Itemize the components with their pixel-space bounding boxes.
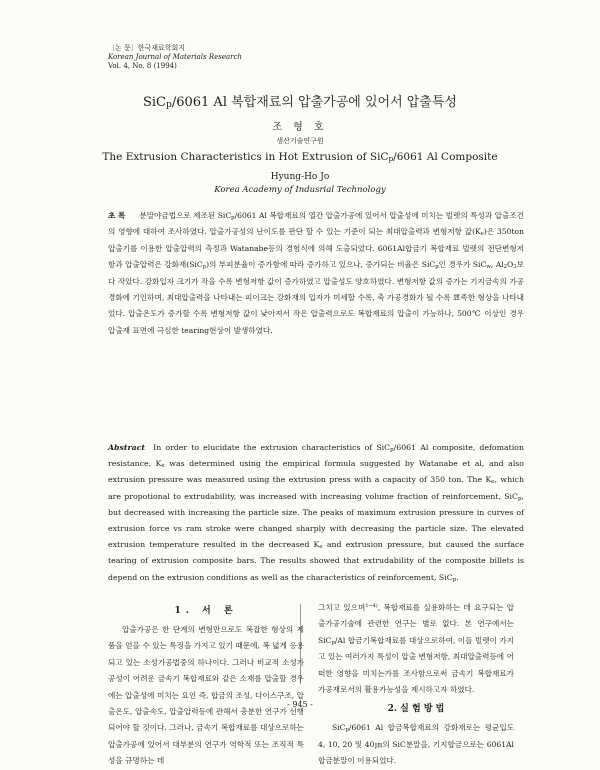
left-column bbox=[108, 600, 304, 770]
abstract-korean-label: 초 록 bbox=[108, 211, 126, 220]
journal-volume: Vol. 4, No. 8 (1994) bbox=[108, 62, 177, 70]
affiliation-english: Korea Academy of Indusrial Technology bbox=[214, 185, 386, 195]
introduction-text: 압출가공은 한 단계의 변형만으로도 복잡한 형상의 제품을 얻을 수 있는 특징을 가지고 있기 때문에, 폭 넓게 응용되고 있는 소성가공법중의 하나이다. 그러나 비교적 소성가공성이 어려운 금속기 복합재료와 같은 소재를 압출할 경우에는 압출성에 미치는 요인 즉, 합금의 조성, 다이스구조, 압출온도, 압출속도, 압출압력등에 관해서 충분한 연구가 선행되어야 할 것이다. 그러나, 금속기 복합재료를 대상으로하는 압출가공에 있어서 대부분의 연구가 역학적 또는 조직적 특성을 규명하는 데 bbox=[108, 625, 304, 766]
title-korean: SiC$_p$/6061 Al 복합재료의 압출가공에 있어서 압출특성 bbox=[142, 95, 457, 110]
author-english: Hyung-Ho Jo bbox=[270, 172, 330, 182]
journal-name-en: Korean Journal of Materials Research bbox=[108, 53, 242, 61]
abstract-english: Abstract In order to elucidate the extrusion characteristics of SiC$_p$/6061 Al composite, defomation resistance, $K_e$ was determined using the empirical formula suggested by Watanabe et al, and also extrusion pressure was measured using the extrusion press with a capacity of 350 ton. The $K_e$, which are propotional to extrudability, was increased with increasing volume fraction of reinforcement, SiC$_p$, but decreased with increasing the particle size. The peaks of maximum extrusion pressure in curves of extrusion force vs ram stroke were changed sharply with decreasing the particle size. The elevated extrusion temperature resulted in the decreased $K_e$ and extrusion pressure, but caused the surface tearing of extrusion composite bars. The results showed that extrudability of the composite billets is depend on the extrusion conditions as well as the characteristics of reinforcement, SiC$_p$. bbox=[108, 443, 525, 583]
journal-header bbox=[108, 44, 242, 71]
introduction-continued: 그치고 있으며$^{1\sim 4)}$, 복합재료를 실용화하는 데 요구되는 압출가공기술에 관련한 연구는 별로 없다. 본 연구에서는 SiC$_p$/Al 합금기복합재료를 대상으로하여, 이들 빌렛이 가지고 있는 여러가지 특성이 압출 변형저항, 최대압출력등에 어떠한 영향을 미치는가를 조사함으로써 금속기 복합재료가 가공재로서의 활용가능성을 제시하고자 하였다. bbox=[318, 603, 514, 695]
section-heading-introduction: 1. 서 론 bbox=[174, 606, 238, 616]
author-korean: 조 형 호 bbox=[272, 122, 328, 133]
title-english: The Extrusion Characteristics in Hot Extrusion of SiC$_p$/6061 Al Composite bbox=[102, 151, 498, 163]
section-heading-methods: 2. 실 험 방 법 bbox=[387, 704, 445, 715]
methods-text: SiC$_p$/6061 Al 합금복합재료의 강화재로는 평균입도 4, 10, 20 및 40㎛의 SiC분말을, 기지합금으로는 6061Al합금분말이 이용되었다. bbox=[318, 723, 514, 766]
page-number: - 945 - bbox=[287, 700, 313, 709]
right-column bbox=[318, 600, 514, 770]
abstract-english-label: Abstract bbox=[108, 443, 146, 452]
journal-name-ko: 〔논 문〕한국재료학회지 bbox=[108, 44, 186, 52]
affiliation-korean: 생산기술연구원 bbox=[276, 137, 324, 145]
abstract-korean: 초 록 분말야금법으로 제조된 SiC$_p$/6061 Al 복합재료의 열간 압출가공에 있어서 압출성에 미치는 빌렛의 특성과 압출조건의 영향에 대하여 조사하였다. 압출가공성의 난이도를 판단 할 수 있는 기준이 되는 최대압출력과 변형저항 값$(K_e)$은 350ton 압출기를 이용한 압출압력의 측정과 Watanabe등의 경험식에 의해 도출되었다. 6061Al합금기 복합재료 빌렛의 전단변형저항과 압출압력은 강화재(SiC$_p$)의 부피분율이 증가함에 따라 증가하고 있으나, 증가되는 비율은 SiC$_p$인 경우가 SiC$_w$, $Al_2O_3$보다 작았다. 강화입자 크기가 작을 수록 변형저항 값이 증가하였고 압출성도 양호하였다. 변형저항 값의 증가는 기지금속의 가공경화에 기인하며, 최대압출력을 나타내는 피이크는 강화재의 입자가 미세할 수록, 축 가공경화가 될 수록 뾰족한 형상을 나타내었다. 압출온도가 증가할 수록 변형저항 값이 낮아져서 작은 압출력으로도 복합재료의 압출이 가능하나, 500℃ 이상인 경우 압출재 표면에 극심한 tearing현상이 발생하였다. bbox=[108, 211, 524, 335]
